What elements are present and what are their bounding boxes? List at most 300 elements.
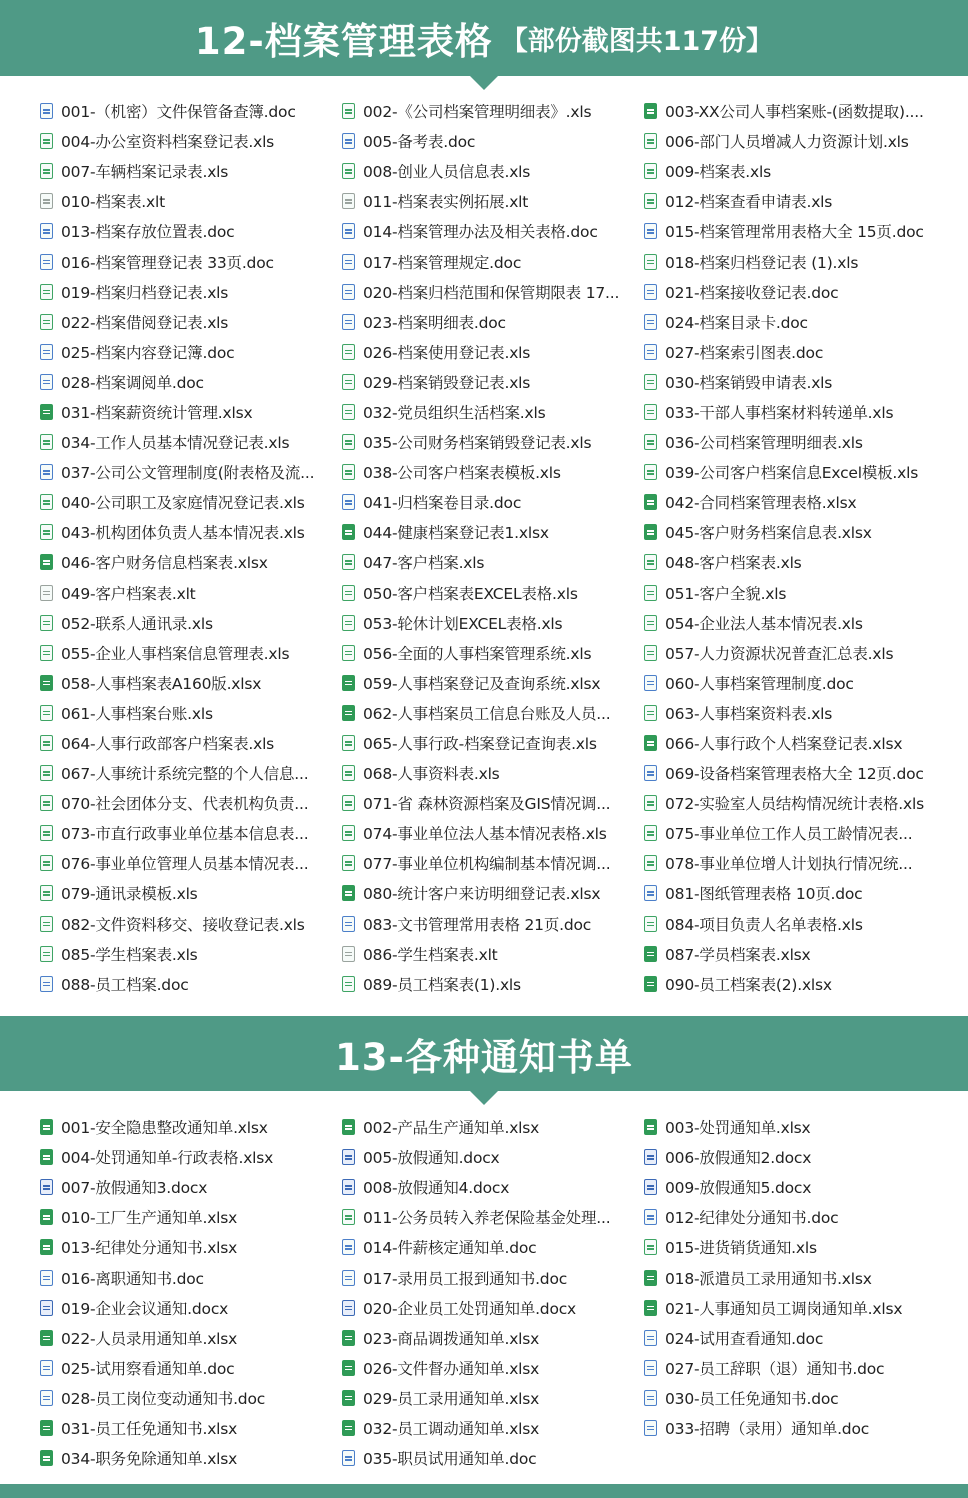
- section-13-banner: [0, 1016, 968, 1091]
- file-name: 033-招聘（录用）通知单.doc: [665, 1419, 870, 1438]
- doc-file-icon: [644, 314, 657, 330]
- file-item[interactable]: [342, 277, 644, 307]
- file-name: 029-档案销毁登记表.xls: [363, 373, 531, 392]
- xlt-file-icon: [40, 193, 53, 209]
- file-item[interactable]: [342, 848, 644, 878]
- doc-file-icon: [644, 223, 657, 239]
- file-item[interactable]: [644, 788, 946, 818]
- xlsx-file-icon: [342, 885, 355, 901]
- file-name: 001-安全隐患整改通知单.xlsx: [61, 1119, 268, 1138]
- file-item[interactable]: [40, 969, 342, 999]
- file-name: 035-职员试用通知单.doc: [363, 1450, 537, 1469]
- file-item[interactable]: [342, 939, 644, 969]
- file-item[interactable]: [40, 156, 342, 186]
- xls-file-icon: [644, 404, 657, 420]
- file-name: 040-公司职工及家庭情况登记表.xls: [61, 494, 305, 513]
- file-name: 088-员工档案.doc: [61, 975, 189, 994]
- xls-file-icon: [342, 163, 355, 179]
- file-item[interactable]: [342, 156, 644, 186]
- file-name: 064-人事行政部客户档案表.xls: [61, 735, 275, 754]
- file-item[interactable]: [342, 878, 644, 908]
- file-item[interactable]: [644, 1323, 946, 1353]
- file-item[interactable]: [644, 307, 946, 337]
- file-name: 062-人事档案员工信息台账及人员...: [363, 704, 611, 723]
- file-name: 033-干部人事档案材料转递单.xls: [665, 403, 894, 422]
- file-name: 005-放假通知.docx: [363, 1149, 500, 1168]
- file-name: 014-件薪核定通知单.doc: [363, 1239, 537, 1258]
- xls-file-icon: [40, 705, 53, 721]
- xls-file-icon: [644, 464, 657, 480]
- xlsx-file-icon: [644, 1270, 657, 1286]
- doc-file-icon: [644, 1209, 657, 1225]
- file-item[interactable]: [40, 397, 342, 427]
- file-item[interactable]: [342, 1383, 644, 1413]
- file-item[interactable]: [342, 758, 644, 788]
- file-name: 023-商品调拨通知单.xlsx: [363, 1329, 540, 1348]
- xlsx-file-icon: [342, 1119, 355, 1135]
- file-item[interactable]: [342, 668, 644, 698]
- file-name: 087-学员档案表.xlsx: [665, 945, 811, 964]
- file-item[interactable]: [40, 909, 342, 939]
- file-item[interactable]: [644, 547, 946, 577]
- file-item[interactable]: [40, 517, 342, 547]
- file-item[interactable]: [644, 96, 946, 126]
- doc-file-icon: [342, 254, 355, 270]
- file-item[interactable]: [342, 547, 644, 577]
- file-name: 058-人事档案表A160版.xlsx: [61, 674, 262, 693]
- file-name: 005-备考表.doc: [363, 133, 476, 152]
- file-item[interactable]: [342, 246, 644, 276]
- file-name: 072-实验室人员结构情况统计表格.xls: [665, 795, 924, 814]
- file-name: 069-设备档案管理表格大全 12页.doc: [665, 765, 924, 784]
- file-name: 081-图纸管理表格 10页.doc: [665, 885, 863, 904]
- xls-file-icon: [342, 344, 355, 360]
- file-name: 051-客户全貌.xls: [665, 584, 787, 603]
- file-name: 002-《公司档案管理明细表》.xls: [363, 103, 592, 122]
- xlsx-file-icon: [644, 524, 657, 540]
- doc-file-icon: [644, 284, 657, 300]
- file-name: 004-处罚通知单-行政表格.xlsx: [61, 1149, 274, 1168]
- file-item[interactable]: [342, 487, 644, 517]
- file-name: 021-人事通知员工调岗通知单.xlsx: [665, 1299, 903, 1318]
- file-item[interactable]: [342, 96, 644, 126]
- file-item[interactable]: [644, 517, 946, 547]
- file-name: 055-企业人事档案信息管理表.xls: [61, 644, 290, 663]
- file-item[interactable]: [342, 1142, 644, 1172]
- file-item[interactable]: [342, 1413, 644, 1443]
- file-name: 025-试用察看通知单.doc: [61, 1359, 235, 1378]
- doc-file-icon: [342, 314, 355, 330]
- file-item[interactable]: [40, 1232, 342, 1262]
- file-item[interactable]: [644, 909, 946, 939]
- file-item[interactable]: [342, 457, 644, 487]
- section-13-file-list: [0, 1091, 968, 1469]
- file-item[interactable]: [644, 246, 946, 276]
- doc-file-icon: [40, 1270, 53, 1286]
- file-name: 085-学生档案表.xls: [61, 945, 198, 964]
- file-name: 032-党员组织生活档案.xls: [363, 403, 546, 422]
- doc-file-icon: [40, 1360, 53, 1376]
- xls-file-icon: [342, 103, 355, 119]
- file-name: 006-部门人员增减人力资源计划.xls: [665, 133, 909, 152]
- doc-file-icon: [40, 1390, 53, 1406]
- file-item[interactable]: [40, 307, 342, 337]
- file-name: 039-公司客户档案信息Excel模板.xls: [665, 464, 919, 483]
- file-item[interactable]: [342, 1353, 644, 1383]
- xlsx-file-icon: [40, 1330, 53, 1346]
- docx-file-icon: [644, 1149, 657, 1165]
- xlsx-file-icon: [644, 494, 657, 510]
- file-name: 083-文书管理常用表格 21页.doc: [363, 915, 592, 934]
- file-name: 013-纪律处分通知书.xlsx: [61, 1239, 238, 1258]
- xls-file-icon: [40, 795, 53, 811]
- file-item[interactable]: [40, 668, 342, 698]
- file-item[interactable]: [342, 1262, 644, 1292]
- file-item[interactable]: [644, 758, 946, 788]
- xls-file-icon: [40, 946, 53, 962]
- xlsx-file-icon: [342, 524, 355, 540]
- file-item[interactable]: [644, 186, 946, 216]
- xlsx-file-icon: [40, 1450, 53, 1466]
- xlsx-file-icon: [342, 1360, 355, 1376]
- file-name: 006-放假通知2.docx: [665, 1149, 812, 1168]
- file-item[interactable]: [644, 1383, 946, 1413]
- file-item[interactable]: [342, 788, 644, 818]
- file-name: 032-员工调动通知单.xlsx: [363, 1419, 540, 1438]
- xlsx-file-icon: [40, 1119, 53, 1135]
- file-item[interactable]: [342, 638, 644, 668]
- file-item[interactable]: [40, 126, 342, 156]
- file-item[interactable]: [40, 1202, 342, 1232]
- xls-file-icon: [644, 705, 657, 721]
- file-item[interactable]: [644, 216, 946, 246]
- file-item[interactable]: [40, 788, 342, 818]
- file-item[interactable]: [342, 909, 644, 939]
- file-item[interactable]: [644, 337, 946, 367]
- doc-file-icon: [644, 1330, 657, 1346]
- file-item[interactable]: [40, 1142, 342, 1172]
- file-item[interactable]: [40, 758, 342, 788]
- file-name: 031-员工任免通知书.xlsx: [61, 1419, 238, 1438]
- file-name: 017-档案管理规定.doc: [363, 253, 522, 272]
- file-item[interactable]: [644, 156, 946, 186]
- bottom-bar: [0, 1484, 968, 1498]
- file-name: 027-员工辞职（退）通知书.doc: [665, 1359, 885, 1378]
- file-item[interactable]: [40, 818, 342, 848]
- file-name: 048-客户档案表.xls: [665, 554, 802, 573]
- file-name: 057-人力资源状况普查汇总表.xls: [665, 644, 894, 663]
- xls-file-icon: [342, 825, 355, 841]
- xls-file-icon: [40, 735, 53, 751]
- file-item[interactable]: [40, 608, 342, 638]
- file-name: 054-企业法人基本情况表.xls: [665, 614, 863, 633]
- file-name: 016-档案管理登记表 33页.doc: [61, 253, 274, 272]
- file-name: 089-员工档案表(1).xls: [363, 975, 521, 994]
- file-item[interactable]: [40, 698, 342, 728]
- xlsx-file-icon: [644, 976, 657, 992]
- xls-file-icon: [644, 825, 657, 841]
- file-name: 007-放假通知3.docx: [61, 1179, 208, 1198]
- xlsx-file-icon: [342, 705, 355, 721]
- doc-file-icon: [40, 464, 53, 480]
- file-item[interactable]: [342, 216, 644, 246]
- file-name: 001-（机密）文件保管备查簿.doc: [61, 103, 296, 122]
- file-name: 043-机构团体负责人基本情况表.xls: [61, 524, 305, 543]
- file-item[interactable]: [342, 578, 644, 608]
- file-item[interactable]: [644, 668, 946, 698]
- file-item[interactable]: [342, 1323, 644, 1353]
- file-item[interactable]: [342, 1112, 644, 1142]
- file-item[interactable]: [342, 337, 644, 367]
- xls-file-icon: [342, 615, 355, 631]
- file-name: 026-文件督办通知单.xlsx: [363, 1359, 540, 1378]
- file-item[interactable]: [644, 1172, 946, 1202]
- file-item[interactable]: [342, 126, 644, 156]
- file-item[interactable]: [40, 216, 342, 246]
- file-item[interactable]: [644, 578, 946, 608]
- file-name: 036-公司档案管理明细表.xls: [665, 434, 863, 453]
- file-name: 015-档案管理常用表格大全 15页.doc: [665, 223, 924, 242]
- file-name: 025-档案内容登记簿.doc: [61, 343, 235, 362]
- file-name: 016-离职通知书.doc: [61, 1269, 204, 1288]
- file-item[interactable]: [644, 1353, 946, 1383]
- file-item[interactable]: [40, 186, 342, 216]
- file-item[interactable]: [644, 878, 946, 908]
- file-name: 053-轮休计划EXCEL表格.xls: [363, 614, 563, 633]
- file-item[interactable]: [644, 939, 946, 969]
- doc-file-icon: [342, 1239, 355, 1255]
- file-name: 024-档案目录卡.doc: [665, 313, 808, 332]
- file-name: 009-档案表.xls: [665, 163, 771, 182]
- file-name: 082-文件资料移交、接收登记表.xls: [61, 915, 305, 934]
- file-item[interactable]: [342, 728, 644, 758]
- file-item[interactable]: [644, 487, 946, 517]
- xls-file-icon: [40, 885, 53, 901]
- xls-file-icon: [342, 434, 355, 450]
- file-item[interactable]: [40, 878, 342, 908]
- file-name: 079-通讯录模板.xls: [61, 885, 198, 904]
- file-name: 020-档案归档范围和保管期限表 17...: [363, 283, 620, 302]
- docx-file-icon: [342, 1300, 355, 1316]
- file-name: 046-客户财务信息档案表.xlsx: [61, 554, 268, 573]
- file-item[interactable]: [40, 337, 342, 367]
- file-name: 061-人事档案台账.xls: [61, 704, 213, 723]
- file-name: 045-客户财务档案信息表.xlsx: [665, 524, 872, 543]
- xlt-file-icon: [342, 193, 355, 209]
- xls-file-icon: [644, 434, 657, 450]
- file-item[interactable]: [644, 126, 946, 156]
- xlsx-file-icon: [644, 1119, 657, 1135]
- xlsx-file-icon: [342, 1420, 355, 1436]
- file-name: 047-客户档案.xls: [363, 554, 485, 573]
- file-item[interactable]: [644, 1413, 946, 1443]
- file-item[interactable]: [40, 427, 342, 457]
- file-name: 060-人事档案管理制度.doc: [665, 674, 854, 693]
- xls-file-icon: [342, 585, 355, 601]
- file-item[interactable]: [342, 307, 644, 337]
- file-item[interactable]: [342, 427, 644, 457]
- xls-file-icon: [40, 615, 53, 631]
- file-item[interactable]: [644, 397, 946, 427]
- xls-file-icon: [40, 284, 53, 300]
- file-name: 022-人员录用通知单.xlsx: [61, 1329, 238, 1348]
- xls-file-icon: [644, 254, 657, 270]
- file-name: 012-档案查看申请表.xls: [665, 193, 833, 212]
- file-item[interactable]: [40, 1383, 342, 1413]
- xls-file-icon: [644, 795, 657, 811]
- file-item[interactable]: [644, 457, 946, 487]
- file-item[interactable]: [644, 1202, 946, 1232]
- file-name: 029-员工录用通知单.xlsx: [363, 1389, 540, 1408]
- doc-file-icon: [644, 765, 657, 781]
- file-name: 014-档案管理办法及相关表格.doc: [363, 223, 598, 242]
- file-name: 024-试用查看通知.doc: [665, 1329, 824, 1348]
- file-item[interactable]: [40, 547, 342, 577]
- xls-file-icon: [342, 404, 355, 420]
- file-item[interactable]: [40, 1353, 342, 1383]
- file-item[interactable]: [644, 1262, 946, 1292]
- file-item[interactable]: [342, 698, 644, 728]
- xlsx-file-icon: [40, 1149, 53, 1165]
- file-item[interactable]: [40, 277, 342, 307]
- file-item[interactable]: [644, 1293, 946, 1323]
- file-name: 080-统计客户来访明细登记表.xlsx: [363, 885, 601, 904]
- file-item[interactable]: [342, 818, 644, 848]
- file-name: 008-创业人员信息表.xls: [363, 163, 531, 182]
- xlsx-file-icon: [342, 1390, 355, 1406]
- xlsx-file-icon: [644, 735, 657, 751]
- xlt-file-icon: [40, 585, 53, 601]
- file-item[interactable]: [40, 1323, 342, 1353]
- file-item[interactable]: [644, 1232, 946, 1262]
- file-name: 052-联系人通讯录.xls: [61, 614, 213, 633]
- xls-file-icon: [644, 615, 657, 631]
- file-name: 026-档案使用登记表.xls: [363, 343, 531, 362]
- file-name: 030-档案销毁申请表.xls: [665, 373, 833, 392]
- file-name: 011-档案表实例拓展.xlt: [363, 193, 529, 212]
- file-item[interactable]: [644, 698, 946, 728]
- docx-file-icon: [40, 1179, 53, 1195]
- file-name: 004-办公室资料档案登记表.xls: [61, 133, 275, 152]
- file-item[interactable]: [40, 1293, 342, 1323]
- file-item[interactable]: [644, 277, 946, 307]
- file-item[interactable]: [342, 367, 644, 397]
- xls-file-icon: [644, 855, 657, 871]
- file-item[interactable]: [342, 397, 644, 427]
- xls-file-icon: [644, 374, 657, 390]
- xls-file-icon: [342, 976, 355, 992]
- file-item[interactable]: [342, 517, 644, 547]
- file-item[interactable]: [40, 96, 342, 126]
- doc-file-icon: [342, 1270, 355, 1286]
- xls-file-icon: [644, 133, 657, 149]
- section-12-file-list: [0, 76, 968, 1016]
- file-item[interactable]: [40, 728, 342, 758]
- file-name: 023-档案明细表.doc: [363, 313, 506, 332]
- xls-file-icon: [644, 554, 657, 570]
- file-item[interactable]: [644, 367, 946, 397]
- xlsx-file-icon: [644, 946, 657, 962]
- file-item[interactable]: [342, 608, 644, 638]
- xls-file-icon: [644, 585, 657, 601]
- file-item[interactable]: [40, 487, 342, 517]
- file-item[interactable]: [40, 578, 342, 608]
- file-name: 034-工作人员基本情况登记表.xls: [61, 434, 290, 453]
- file-item[interactable]: [644, 638, 946, 668]
- doc-file-icon: [342, 133, 355, 149]
- file-item[interactable]: [342, 1293, 644, 1323]
- xlt-file-icon: [342, 946, 355, 962]
- file-item[interactable]: [40, 1112, 342, 1142]
- file-item[interactable]: [342, 1202, 644, 1232]
- file-name: 090-员工档案表(2).xlsx: [665, 975, 832, 994]
- file-item[interactable]: [342, 969, 644, 999]
- file-name: 010-档案表.xlt: [61, 193, 165, 212]
- xlsx-file-icon: [644, 1300, 657, 1316]
- doc-file-icon: [40, 374, 53, 390]
- file-name: 066-人事行政个人档案登记表.xlsx: [665, 735, 903, 754]
- file-item[interactable]: [644, 969, 946, 999]
- file-name: 071-省 森林资源档案及GIS情况调...: [363, 795, 611, 814]
- doc-file-icon: [40, 103, 53, 119]
- file-name: 020-企业员工处罚通知单.docx: [363, 1299, 577, 1318]
- docx-file-icon: [342, 1149, 355, 1165]
- file-item[interactable]: [342, 1172, 644, 1202]
- xls-file-icon: [644, 916, 657, 932]
- file-item[interactable]: [40, 1413, 342, 1443]
- file-name: 065-人事行政-档案登记查询表.xls: [363, 735, 597, 754]
- doc-file-icon: [644, 675, 657, 691]
- file-name: 086-学生档案表.xlt: [363, 945, 498, 964]
- file-item[interactable]: [644, 1142, 946, 1172]
- xlsx-file-icon: [40, 1239, 53, 1255]
- xls-file-icon: [342, 374, 355, 390]
- file-item[interactable]: [342, 1232, 644, 1262]
- file-item[interactable]: [40, 246, 342, 276]
- file-item[interactable]: [644, 1112, 946, 1142]
- file-name: 070-社会团体分支、代表机构负责...: [61, 795, 309, 814]
- file-item[interactable]: [40, 638, 342, 668]
- file-name: 035-公司财务档案销毁登记表.xls: [363, 434, 592, 453]
- file-item[interactable]: [644, 818, 946, 848]
- file-item[interactable]: [40, 1262, 342, 1292]
- doc-file-icon: [342, 223, 355, 239]
- doc-file-icon: [40, 254, 53, 270]
- file-item[interactable]: [40, 939, 342, 969]
- xls-file-icon: [342, 1209, 355, 1225]
- doc-file-icon: [40, 976, 53, 992]
- file-name: 003-处罚通知单.xlsx: [665, 1119, 811, 1138]
- file-item[interactable]: [644, 848, 946, 878]
- file-name: 021-档案接收登记表.doc: [665, 283, 839, 302]
- file-item[interactable]: [644, 427, 946, 457]
- file-item[interactable]: [40, 1172, 342, 1202]
- file-item[interactable]: [40, 367, 342, 397]
- file-item[interactable]: [342, 186, 644, 216]
- file-item[interactable]: [644, 728, 946, 758]
- file-item[interactable]: [40, 457, 342, 487]
- file-name: 007-车辆档案记录表.xls: [61, 163, 229, 182]
- xls-file-icon: [40, 765, 53, 781]
- file-item[interactable]: [40, 848, 342, 878]
- file-item[interactable]: [342, 1443, 644, 1473]
- xls-file-icon: [40, 855, 53, 871]
- file-name: 031-档案薪资统计管理.xlsx: [61, 403, 253, 422]
- file-item[interactable]: [40, 1443, 342, 1473]
- file-name: 028-档案调阅单.doc: [61, 373, 204, 392]
- file-item[interactable]: [644, 608, 946, 638]
- xlsx-file-icon: [40, 1209, 53, 1225]
